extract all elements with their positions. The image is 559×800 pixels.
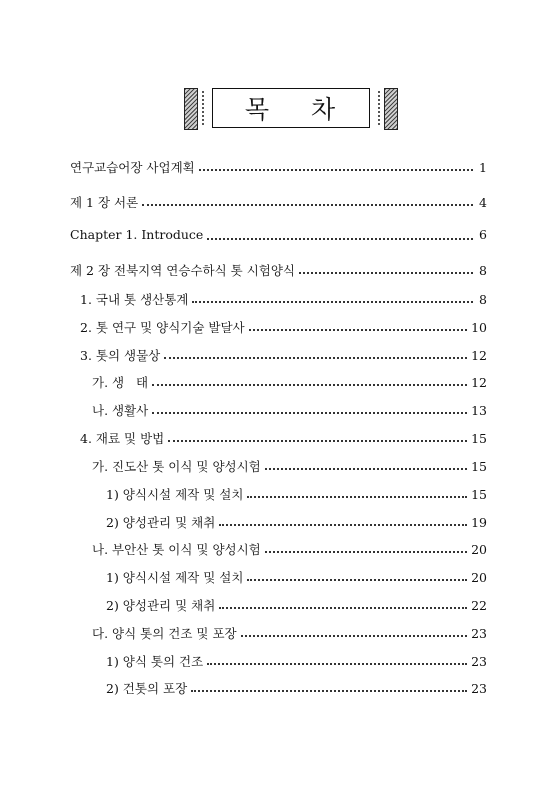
toc-leader-dots	[207, 238, 473, 240]
toc-leader-dots	[241, 635, 468, 637]
toc-entry[interactable]	[106, 568, 487, 588]
toc-entry-page: 19	[471, 515, 487, 530]
toc-leader-dots	[164, 357, 467, 359]
toc-entry-label: Chapter 1. Introduce	[70, 227, 204, 242]
toc-entry-label: 2) 양성관리 및 채취	[106, 515, 216, 530]
toc-entry[interactable]	[70, 193, 487, 213]
toc-entry-page: 4	[479, 195, 487, 210]
toc-leader-dots	[265, 551, 467, 553]
toc-leader-dots	[192, 301, 473, 303]
toc-entry-label: 나. 부안산 톳 이식 및 양성시험	[92, 542, 261, 557]
toc-entry[interactable]	[92, 624, 487, 644]
toc-entry[interactable]	[80, 346, 487, 366]
toc-entry[interactable]	[106, 596, 487, 616]
toc-entry-page: 20	[471, 542, 487, 557]
toc-entry-label: 2) 건톳의 포장	[106, 681, 188, 696]
toc-entry-page: 12	[471, 348, 487, 363]
toc-leader-dots	[152, 384, 467, 386]
toc-entry[interactable]	[80, 318, 487, 338]
toc-leader-dots	[142, 204, 473, 206]
toc-entry-page: 10	[471, 320, 487, 335]
toc-entry[interactable]	[92, 373, 487, 393]
toc-leader-dots	[247, 579, 467, 581]
toc-entry[interactable]	[70, 158, 487, 178]
toc-entry-page: 1	[479, 160, 487, 175]
page-title	[212, 88, 370, 128]
toc-leader-dots	[299, 272, 473, 274]
toc-entry-page: 8	[479, 263, 487, 278]
toc-leader-dots	[265, 468, 467, 470]
toc-entry-label: 1) 양식 톳의 건조	[106, 654, 204, 669]
toc-leader-dots	[168, 440, 467, 442]
toc-entry[interactable]	[92, 540, 487, 560]
toc-entry-page: 20	[471, 570, 487, 585]
toc-entry[interactable]	[92, 401, 487, 421]
toc-leader-dots	[191, 690, 467, 692]
toc-leader-dots	[152, 412, 467, 414]
toc-leader-dots	[207, 663, 467, 665]
toc-entry-label: 3. 톳의 생물상	[80, 348, 161, 363]
toc-entry-page: 15	[471, 459, 487, 474]
toc-entry-label: 연구교습어장 사업계획	[70, 160, 195, 175]
toc-entry[interactable]	[80, 429, 487, 449]
toc-entry[interactable]	[80, 290, 487, 310]
toc-leader-dots	[247, 496, 467, 498]
toc-entry[interactable]	[106, 679, 487, 699]
title-dotted-line-right	[378, 91, 380, 125]
toc-entry-page: 23	[471, 626, 487, 641]
toc-entry[interactable]	[92, 457, 487, 477]
toc-entry-page: 6	[479, 227, 487, 242]
toc-leader-dots	[199, 169, 473, 171]
toc-leader-dots	[249, 329, 467, 331]
toc-entry-label: 다. 양식 톳의 건조 및 포장	[92, 626, 237, 641]
toc-entry-page: 22	[471, 598, 487, 613]
toc-entry-label: 가. 진도산 톳 이식 및 양성시험	[92, 459, 261, 474]
toc-entry-label: 1) 양식시설 제작 및 설치	[106, 570, 244, 585]
title-dotted-line-left	[202, 91, 204, 125]
toc-entry-page: 13	[471, 403, 487, 418]
title-char-1: 목	[244, 95, 271, 124]
toc-entry-page: 8	[479, 292, 487, 307]
title-char-2: 차	[311, 95, 338, 124]
toc-entry[interactable]	[106, 513, 487, 533]
toc-entry-label: 가. 생 태	[92, 375, 149, 390]
toc-entry-page: 23	[471, 681, 487, 696]
toc-entry-label: 1) 양식시설 제작 및 설치	[106, 487, 244, 502]
toc-entry-page: 15	[471, 431, 487, 446]
toc-entry[interactable]	[106, 652, 487, 672]
toc-entry-label: 1. 국내 톳 생산통계	[80, 292, 189, 307]
title-banner	[184, 88, 398, 128]
toc-leader-dots	[219, 524, 467, 526]
toc-entry-page: 23	[471, 654, 487, 669]
toc-entry[interactable]	[70, 261, 487, 281]
title-ornament-left	[184, 88, 198, 130]
toc-entry-label: 제 2 장 전북지역 연승수하식 톳 시험양식	[70, 263, 295, 278]
toc-entry-label: 2) 양성관리 및 채취	[106, 598, 216, 613]
toc-leader-dots	[219, 607, 467, 609]
toc-entry-page: 12	[471, 375, 487, 390]
toc-entry[interactable]	[70, 227, 487, 247]
toc-entry-label: 제 1 장 서론	[70, 195, 139, 210]
toc-entry-page: 15	[471, 487, 487, 502]
title-ornament-right	[384, 88, 398, 130]
toc-entry-label: 2. 톳 연구 및 양식기술 발달사	[80, 320, 245, 335]
toc-entry[interactable]	[106, 485, 487, 505]
toc-entry-label: 나. 생활사	[92, 403, 149, 418]
toc-entry-label: 4. 재료 및 방법	[80, 431, 165, 446]
